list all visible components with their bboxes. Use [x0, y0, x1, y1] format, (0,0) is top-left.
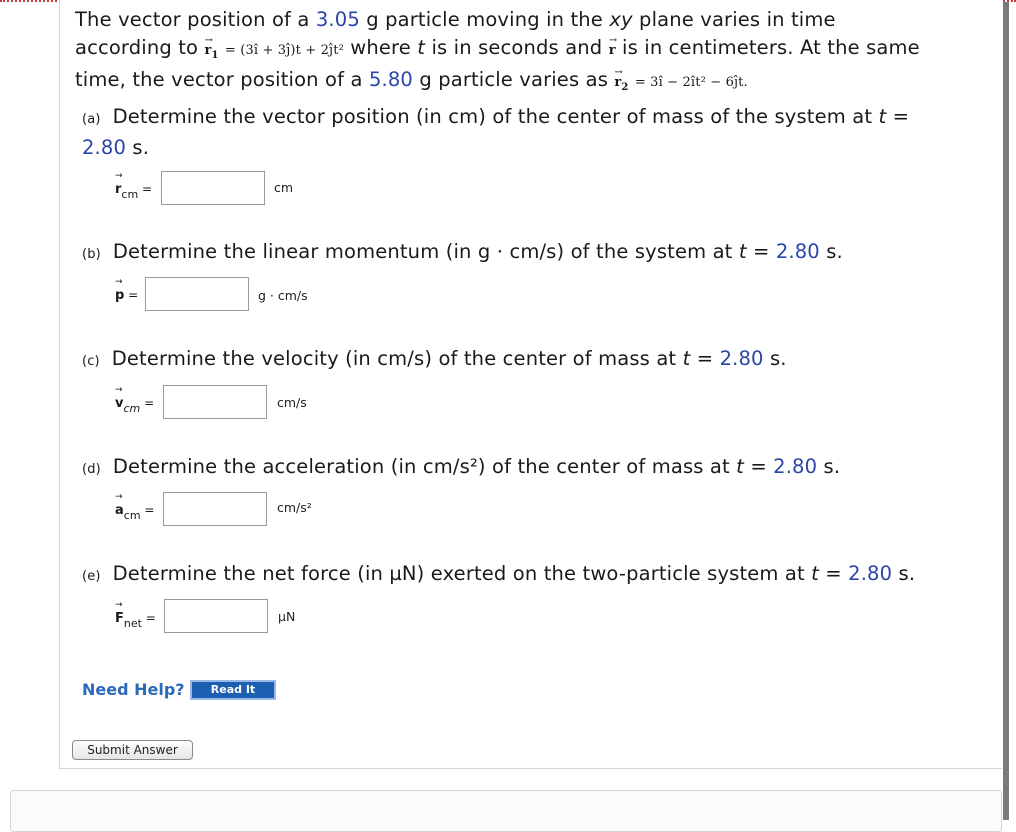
r1-equation: = (3î + 3ĵ)t + 2ĵt² [224, 43, 344, 58]
answer-c-label: → vcm = [115, 385, 155, 415]
answer-e-label: → Fnet = [115, 600, 156, 630]
answer-b-unit: g · cm/s [258, 288, 308, 303]
problem-statement [75, 6, 990, 98]
answer-a-input[interactable] [161, 171, 265, 205]
mass-1: 3.05 [315, 8, 360, 31]
question-b: (b) Determine the linear momentum (in g · cm/s) of the system at t = 2.80 s. [82, 240, 843, 263]
question-e: (e) Determine the net force (in µN) exerted on the two-particle system at t = 2.80 s. [82, 562, 916, 585]
intro-line-1: The vector position of a 3.05 g particle moving in the xy plane varies in time [75, 8, 836, 31]
scrollbar[interactable] [1003, 2, 1009, 820]
question-c: (c) Determine the velocity (in cm/s) of the center of mass at t = 2.80 s. [82, 347, 787, 370]
r-vector: → r [608, 35, 618, 58]
answer-d-unit: cm/s² [277, 500, 312, 515]
answer-d-input[interactable] [163, 492, 267, 526]
answer-c-unit: cm/s [277, 395, 307, 410]
submit-answer-button[interactable]: Submit Answer [72, 740, 193, 760]
intro-line-3: time, the vector position of a 5.80 g particle varies as → $r_2$ = 3î − 2ît² − 6ĵt. [75, 66, 990, 98]
answer-c-input[interactable] [163, 385, 267, 419]
answer-b-input[interactable] [145, 277, 249, 311]
question-d: (d) Determine the acceleration (in cm/s²) of the center of mass at t = 2.80 s. [82, 455, 841, 478]
answer-e-unit: µN [278, 609, 296, 624]
question-a: (a) Determine the vector position (in cm) of the center of mass of the system at t = 2.80 s. [82, 105, 910, 159]
r2-vector: → $r_2$ [614, 67, 629, 93]
r2-equation: = 3î − 2ît² − 6ĵt. [634, 75, 748, 90]
r1-vector: → $r_1$ [204, 35, 219, 61]
answer-b-label: → p = [115, 277, 139, 303]
intro-line-2: according to → $r_1$ = (3î + 3ĵ)t + 2ĵt² where t is in seconds and → r is in centimeters. At the same [75, 34, 990, 66]
read-it-button[interactable]: Read It [190, 680, 276, 700]
answer-a-unit: cm [274, 180, 294, 195]
mass-2: 5.80 [368, 68, 413, 91]
answer-d-label: → acm = [115, 492, 155, 522]
answer-e-input[interactable] [164, 599, 268, 633]
next-question-panel [10, 790, 1002, 832]
answer-a-label: → rcm = [115, 171, 153, 201]
need-help-label: Need Help? [82, 680, 185, 699]
